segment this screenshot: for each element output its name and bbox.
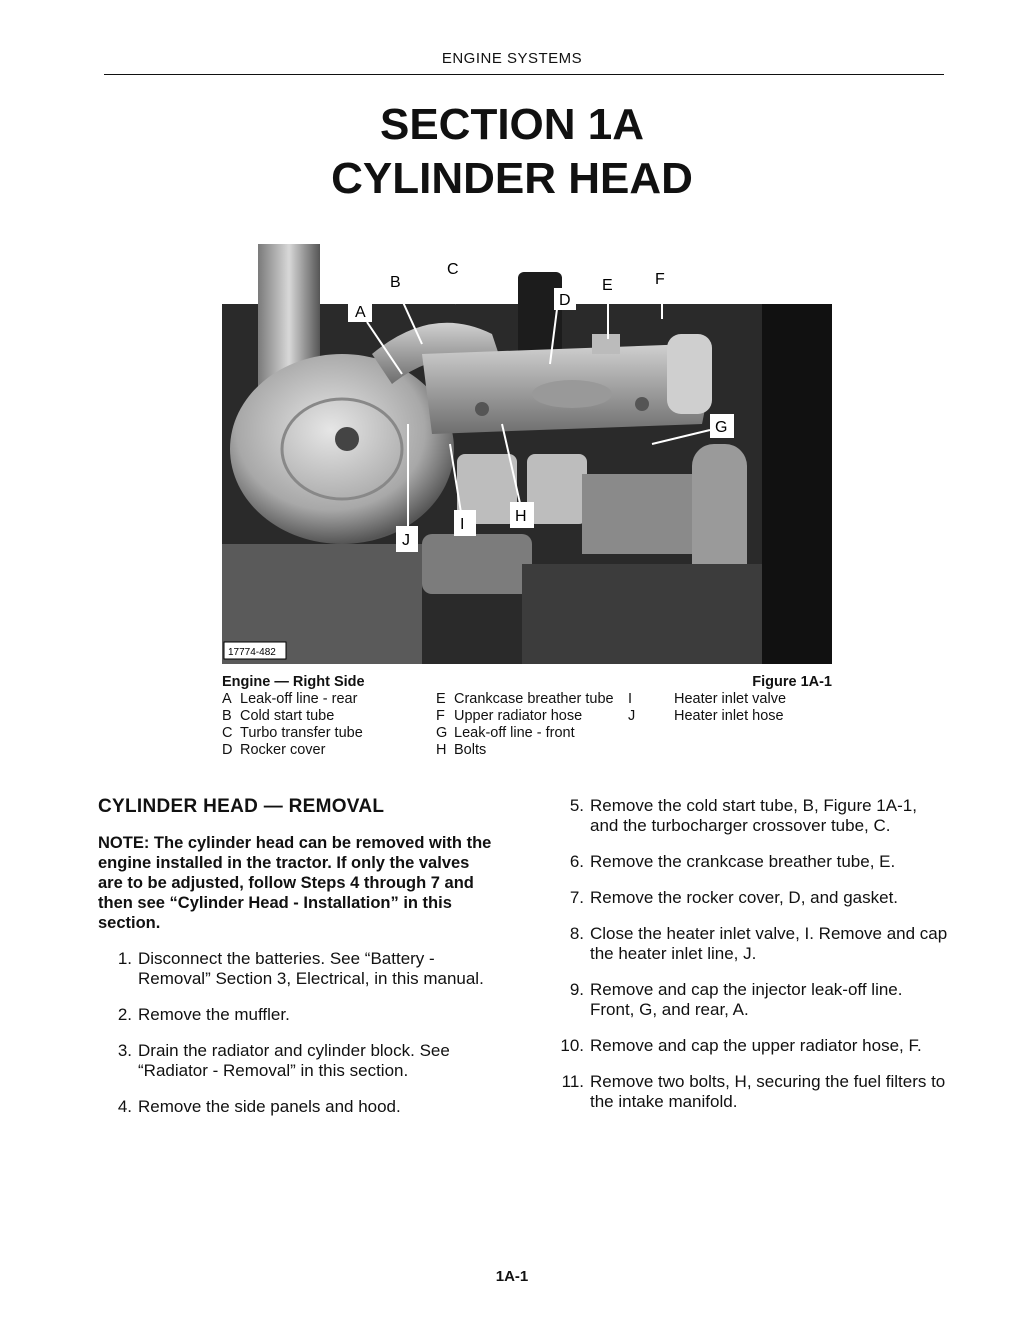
legend-item: H Bolts [436,742,487,758]
step-item: 11. Remove two bolts, H, securing the fuel filters to the intake manifold. [561,1072,946,1111]
legend-item: C Turbo transfer tube [222,725,363,741]
legend-item: D Rocker cover [222,742,326,758]
callout-d: D [559,292,571,309]
engine-photo-illustration [222,244,832,664]
step-item: 2. Remove the muffler. [117,1005,290,1024]
engine-figure [222,244,832,664]
step-item: 8. Close the heater inlet valve, I. Remove and cap the heater inlet line, J. [569,924,948,963]
callout-c: C [447,261,459,278]
step-item: 5. Remove the cold start tube, B, Figure 1A-1, and the turbocharger crossover tube, C. [569,796,917,835]
callout-j: J [402,532,410,549]
legend-item: J Heater inlet hose [628,708,784,724]
step-item: 3. Drain the radiator and cylinder block. See “Radiator - Removal” in this section. [117,1041,450,1080]
page-number: 1A-1 [495,1268,529,1285]
step-item: 6. Remove the crankcase breather tube, E. [569,852,896,871]
callout-i: I [460,516,465,533]
callout-g: G [715,419,728,436]
legend-item: A Leak-off line - rear [222,691,358,707]
header-rule [104,74,944,75]
legend-item: I Heater inlet valve [628,691,787,707]
figure-number: Figure 1A-1 [752,674,832,690]
step-item: 7. Remove the rocker cover, D, and gasket. [569,888,899,907]
step-item: 9. Remove and cap the injector leak-off line. Front, G, and rear, A. [569,980,903,1019]
callout-b: B [390,274,401,291]
callout-e: E [602,277,613,294]
section-name: CYLINDER HEAD [331,154,693,203]
section-number: SECTION 1A [379,100,645,149]
legend-item: G Leak-off line - front [436,725,575,741]
caption-title: Engine — Right Side [222,674,365,690]
legend-item: F Upper radiator hose [436,708,583,724]
step-item: 1. Disconnect the batteries. See “Battery - Removal” Section 3, Electrical, in this manual. [117,949,484,988]
running-head: ENGINE SYSTEMS [441,50,583,67]
step-item: 10. Remove and cap the upper radiator hose, F. [560,1036,922,1055]
legend-column-2 [436,691,614,759]
legend-item: E Crankcase breather tube [436,691,614,707]
step-item: 4. Remove the side panels and hood. [117,1097,401,1116]
photo-stamp: 17774-482 [228,647,276,658]
callout-f: F [655,271,665,288]
legend-item: B Cold start tube [222,708,335,724]
callout-a: A [355,304,366,321]
legend-column-1 [222,691,363,759]
note-paragraph: NOTE: The cylinder head can be removed with the engine installed in the tractor. If only the valves are to be adjusted, follow Steps 4 through 7 and then see “Cylinder Head - Installation” in this section. [98,834,492,932]
legend-column-3 [628,691,786,725]
left-column [98,796,493,1133]
page-title [0,98,1024,206]
section-heading: CYLINDER HEAD — REMOVAL [98,796,385,817]
right-column [550,796,950,1128]
callout-h: H [515,508,527,525]
